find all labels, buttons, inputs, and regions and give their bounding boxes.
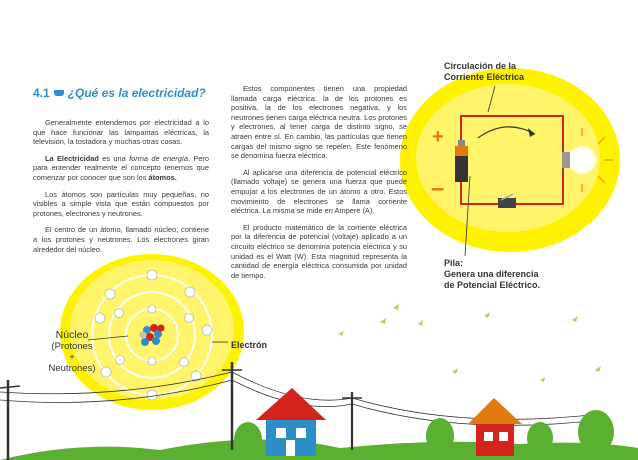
middle-column — [231, 84, 407, 287]
label-circulacion-line2: Corriente Eléctrica — [444, 72, 525, 82]
section-number: 4.1 — [33, 86, 50, 100]
switch — [498, 198, 516, 208]
plus-sign-icon: + — [432, 126, 444, 148]
birds — [338, 304, 601, 382]
section-heading — [33, 86, 213, 100]
section-marker-icon — [54, 90, 64, 96]
paragraph-atomos: Los átomos son partículas muy pequeñas, no visibles a simple vista que están compuestos por protones, electrones y neutrones. — [33, 189, 209, 218]
definition-mid: es una — [98, 153, 130, 163]
label-nucleo-title: Núcleo — [55, 329, 89, 341]
label-nucleo-line3: + — [69, 352, 75, 363]
minus-sign-icon: – — [431, 175, 445, 202]
label-pila-line2: Genera una diferencia — [444, 269, 539, 279]
paragraph-voltaje: Al aplicarse una diferencia de potencial eléctrico (llamado voltaje) se genera una fuerza que puede empujar a los electrones de un átomo a otro. Estos movimiento de electrones se llama corriente eléctrica. La misma se mide en Ampere (A). — [231, 167, 407, 216]
term-forma-energia: forma de energía — [129, 153, 188, 163]
label-pila-line1: Pila: — [444, 258, 464, 268]
paragraph-carga: Estos componentes tienen una propiedad llamada carga eléctrica: la de los protones es positiva, la de los electrones negativa, y los neutrones tienen carga eléctrica neutra. Los protones y electrones, al tener carga de distinto signo, se atraen entre sí. En cambio, las partículas que tienen cargas del mismo signo se repelen. Este fenómeno se denomina fuerza eléctrica. — [231, 84, 407, 161]
paragraph-potencia: El producto matemático de la corriente eléctrica por la diferencia de potencial (voltaje) aplicado a un circuito eléctrico se denomina potencia eléctrica y su unidad es el Watt (W). Esta magnitud representa la cantidad de energía eléctrica consumida por unidad de tiempo. — [231, 222, 407, 280]
label-circulacion-line1: Circulación de la — [444, 61, 517, 71]
label-circulacion — [444, 61, 554, 83]
term-atomos: átomos. — [148, 172, 177, 182]
section-title: ¿Qué es la electricidad? — [67, 86, 206, 100]
house-left — [234, 388, 326, 458]
label-pila-line3: de Potencial Eléctrico. — [444, 280, 541, 290]
paragraph-definition — [33, 154, 209, 183]
term-electricidad: La Electricidad — [45, 153, 99, 163]
label-pila — [444, 258, 564, 291]
paragraph-nucleo: El centro de un átomo, llamado núcleo, contiene a los protones y neutrones. Los electrones giran alrededor del núcleo. — [33, 225, 209, 254]
label-nucleo-line4: Neutrones) — [48, 363, 96, 374]
label-electron: Electrón — [231, 340, 268, 350]
definition-rest: . Pero para entender realmente el concepto tenemos que comenzar por conocer que son los — [33, 153, 210, 182]
paragraph-intro: Generalmente entendemos por electricidad a lo que hace funcionar las lamparitas eléctricas, la televisión, la tostadora y muchas otras cosas. — [33, 118, 209, 147]
label-nucleo-line2: (Protones — [51, 341, 93, 352]
label-nucleo — [37, 330, 107, 374]
left-column — [33, 118, 209, 261]
